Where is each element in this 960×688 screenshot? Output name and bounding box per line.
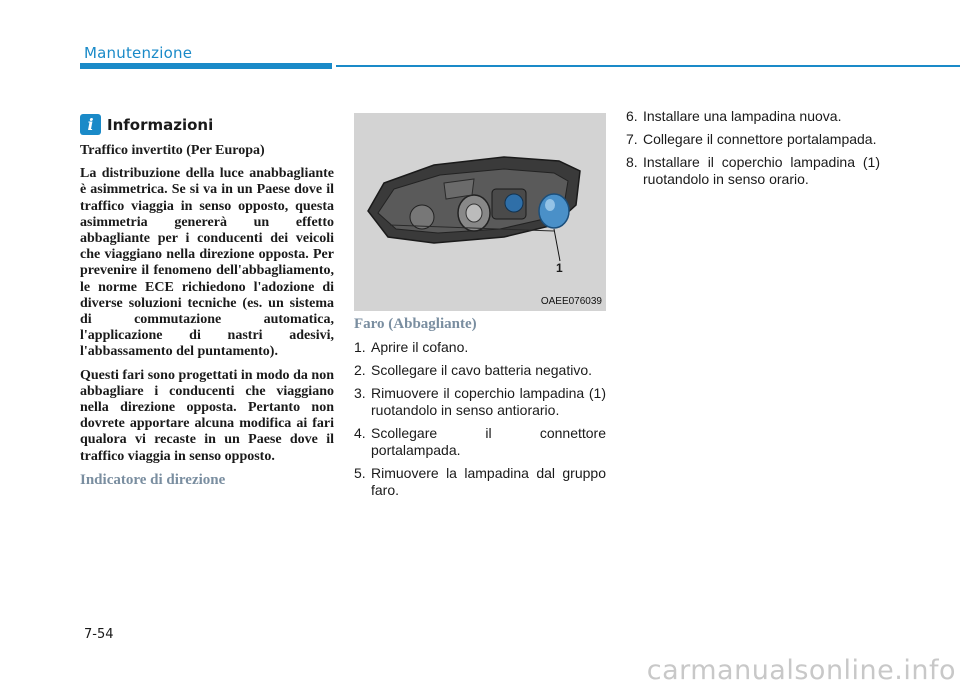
header-rule-thin <box>336 65 960 67</box>
step-item: 4. Scollegare il connettore portalampada. <box>354 425 606 458</box>
callout-label: 1 <box>556 261 563 275</box>
step-item: 1. Aprire il cofano. <box>354 339 469 355</box>
info-paragraph-2: Questi fari sono progettati in modo da non abbagliare i conducenti che viaggiano nella direzione opposta. Pertanto non dovrete apportare alcuna modifica ai fari qualora vi recaste in un Paese dove il traffico viaggia in senso opposto. <box>80 367 334 464</box>
step-item: 7. Collegare il connettore portalampada. <box>626 131 877 147</box>
figure-code: OAEE076039 <box>540 296 602 307</box>
step-item: 6. Installare una lampadina nuova. <box>626 108 842 124</box>
header-rule-thick <box>80 63 332 69</box>
info-subtitle: Traffico invertito (Per Europa) <box>80 143 265 158</box>
info-column <box>80 114 334 489</box>
procedure-column <box>354 316 606 505</box>
heading-faro: Faro (Abbagliante) <box>354 316 477 332</box>
step-item: 2. Scollegare il cavo batteria negativo. <box>354 362 593 378</box>
watermark: carmanualsonline.info <box>646 655 956 686</box>
headlamp-illustration <box>354 113 606 311</box>
page-number: 7-54 <box>84 627 114 642</box>
info-title: Informazioni <box>107 115 214 134</box>
info-icon: i <box>80 114 101 135</box>
info-header <box>80 114 334 135</box>
headlamp-drawing <box>354 113 606 311</box>
procedure-column-continued <box>626 108 880 194</box>
info-paragraph-1: La distribuzione della luce anabbagliante è asimmetrica. Se si va in un Paese dove il traffico viaggia in senso opposto, questa asimmetria genererà un effetto abbagliante per i conducenti dei veicoli che viaggiano nella direzione opposta. Per prevenire il fenomeno dell'abbagliamento, le norme ECE richiedono l'adozione di diverse soluzioni tecniche (es. un sistema di commutazione automatica, l'applicazione di nastri adesivi, l'abbassamento del puntamento). <box>80 166 334 360</box>
step-item: 5. Rimuovere la lampadina dal gruppo faro. <box>354 465 606 498</box>
step-item: 3. Rimuovere il coperchio lampadina (1) ruotandolo in senso antiorario. <box>354 385 606 418</box>
section-title: Manutenzione <box>84 44 193 62</box>
heading-indicatore: Indicatore di direzione <box>80 471 226 488</box>
step-item: 8. Installare il coperchio lampadina (1) ruotandolo in senso orario. <box>626 154 880 187</box>
